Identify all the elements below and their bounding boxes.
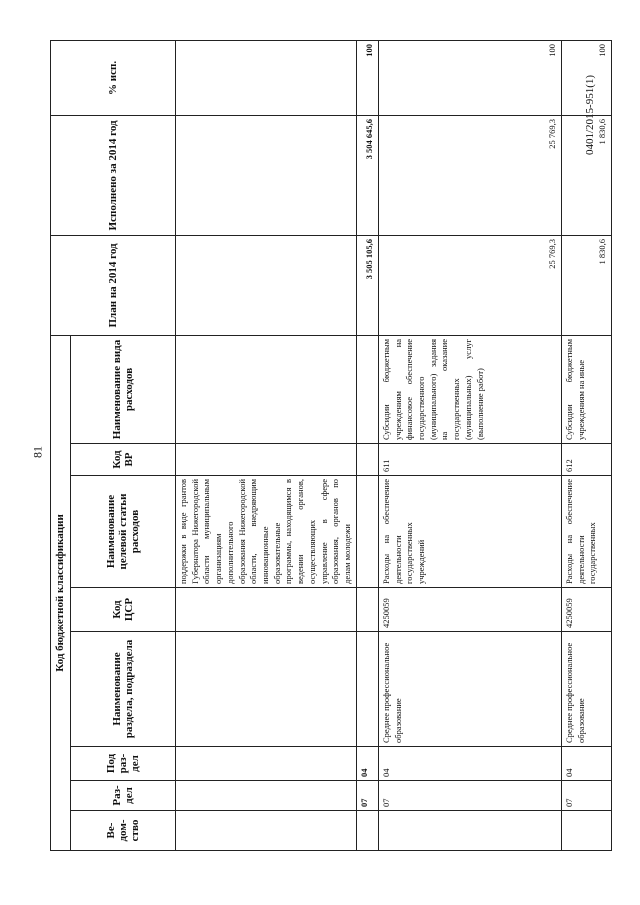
col-header-podrazdel: Под раз-дел	[71, 747, 176, 781]
cell-plan: 25 769,3	[378, 235, 561, 335]
cell-done: 25 769,3	[378, 115, 561, 235]
col-header-pct: % исп.	[51, 40, 176, 115]
cell-target-name	[561, 476, 611, 588]
cell-section-name	[176, 632, 357, 747]
table-row	[561, 40, 611, 850]
col-header-razdel: Раз-дел	[71, 781, 176, 811]
cell-section-name	[356, 632, 378, 747]
group-header: Код бюджетной классификации	[51, 335, 71, 850]
cell-razdel: 07	[378, 781, 561, 811]
budget-table	[50, 40, 612, 851]
cell-vedomstvo	[356, 811, 378, 851]
cell-vedomstvo	[176, 811, 357, 851]
cell-pct: 100	[356, 40, 378, 115]
cell-done: 3 504 645,6	[356, 115, 378, 235]
cell-vr: 611	[378, 444, 561, 476]
cell-csr	[356, 588, 378, 632]
cell-vr: 612	[561, 444, 611, 476]
cell-podrazdel: 04	[356, 747, 378, 781]
cell-vr-name-text: Субсидии бюджетным учреждениям на иные	[563, 338, 586, 440]
cell-plan: 1 830,6	[561, 235, 611, 335]
cell-plan	[176, 235, 357, 335]
col-header-section-name: Наименование раздела, подраздела	[71, 632, 176, 747]
col-header-done: Исполнено за 2014 год	[51, 115, 176, 235]
col-header-vr: Код ВР	[71, 444, 176, 476]
cell-vr-name	[176, 335, 357, 443]
cell-razdel	[176, 781, 357, 811]
cell-target-name: Расходы на обеспечение деятельности государственных учреждений	[378, 476, 561, 588]
cell-vedomstvo	[561, 811, 611, 851]
cell-target-name	[356, 476, 378, 588]
cell-section-name: Среднее профессиональное образование	[378, 632, 561, 747]
table-row	[176, 40, 357, 850]
col-header-vr-name: Наименование вида расходов	[71, 335, 176, 443]
table-row	[378, 40, 561, 850]
cell-razdel: 07	[356, 781, 378, 811]
page-number: 81	[30, 446, 45, 458]
cell-target-name-text: Расходы на обеспечение деятельности государственных	[563, 479, 598, 584]
document-code: 0401/2015-951(1)	[584, 74, 596, 156]
cell-vedomstvo	[378, 811, 561, 851]
cell-done	[176, 115, 357, 235]
cell-podrazdel: 04	[378, 747, 561, 781]
cell-pct: 100	[561, 40, 611, 115]
cell-podrazdel	[176, 747, 357, 781]
cell-razdel: 07	[561, 781, 611, 811]
cell-vr-name: Субсидии бюджетным учреждениям на финансовое обеспечение государственного (муниципального) задания на оказание государственных (муниципальных) услуг (выполнение работ)	[378, 335, 561, 443]
cell-plan: 3 505 105,6	[356, 235, 378, 335]
cell-section-name-text: Среднее профессиональное образование	[563, 642, 586, 743]
cell-podrazdel: 04	[561, 747, 611, 781]
col-header-csr: Код ЦСР	[71, 588, 176, 632]
table-row	[356, 40, 378, 850]
budget-table-container	[50, 41, 608, 851]
cell-vr	[356, 444, 378, 476]
cell-pct: 100	[378, 40, 561, 115]
cell-target-name: поддержки в виде грантов Губернатора Нижегородской области муниципальным организациям дополнительного образования Нижегородской области, внедряющим инновационные образовательные программы, находящимся в ведении органов, осуществляющих управление в сфере образования, органов по делам молодежи	[176, 476, 357, 588]
col-header-vedomstvo: Ве-дом-ство	[71, 811, 176, 851]
cell-section-name	[561, 632, 611, 747]
col-header-plan: План на 2014 год	[51, 235, 176, 335]
cell-csr: 4250059	[561, 588, 611, 632]
cell-vr	[176, 444, 357, 476]
cell-csr	[176, 588, 357, 632]
cell-done: 1 830,6	[561, 115, 611, 235]
cell-pct	[176, 40, 357, 115]
cell-csr: 4250059	[378, 588, 561, 632]
cell-vr-name	[356, 335, 378, 443]
col-header-target-name: Наименование целевой статьи расходов	[71, 476, 176, 588]
cell-vr-name	[561, 335, 611, 443]
